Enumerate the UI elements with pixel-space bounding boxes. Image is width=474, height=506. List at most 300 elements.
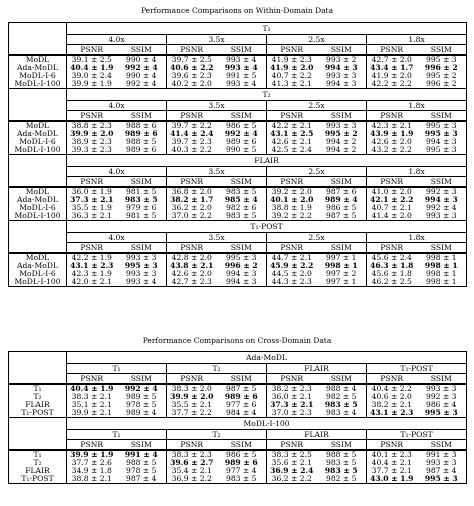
table-cell: 39.6 ± 2.3 [167,72,217,80]
row-label-spacer [9,177,67,188]
metric-header: SSIM [217,45,267,56]
table-cell: 37.3 ± 2.1 [267,401,317,409]
table-row [9,64,467,72]
table-cell: 35.5 ± 1.9 [67,204,117,212]
row-label: FLAIR [9,401,67,409]
contrast-header: T₂ [167,364,267,374]
metric-header: SSIM [417,440,467,451]
table-cell: 35.5 ± 2.1 [167,401,217,409]
contrast-header: FLAIR [267,364,367,374]
row-label: T₁ [9,450,67,459]
table-cell: 994 ± 3 [317,80,367,89]
table-cell: 40.7 ± 2.1 [367,204,417,212]
table-cell: 38.3 ± 2.5 [267,450,317,459]
table-cell: 991 ± 4 [117,450,167,459]
table-cell: 42.2 ± 2.1 [267,121,317,130]
section-title: T₁-POST [67,221,467,233]
table-cell: 988 ± 4 [317,384,367,393]
table-cell: 993 ± 3 [117,253,167,262]
table-cell: 36.3 ± 2.1 [67,212,117,221]
table-cell: 38.9 ± 2.3 [67,138,117,146]
table-cell: 993 ± 4 [217,64,267,72]
table-cell: 42.8 ± 2.0 [167,253,217,262]
table-row [9,187,467,196]
table-cell: 43.0 ± 1.9 [367,475,417,484]
table-cell: 42.2 ± 1.9 [67,253,117,262]
table-cell: 983 ± 4 [317,409,367,418]
metric-header: PSNR [67,111,117,122]
row-label-spacer [9,440,67,451]
table-cell: 40.7 ± 2.2 [267,72,317,80]
cross-domain-caption: Performance Comparisons on Cross-Domain Data [142,336,332,345]
table-row [9,262,467,270]
table-cell: 39.2 ± 2.0 [267,187,317,196]
metric-header: SSIM [117,440,167,451]
table-cell: 37.7 ± 2.6 [67,459,117,467]
table-cell: 981 ± 5 [117,187,167,196]
table-cell: 995 ± 2 [317,130,367,138]
table-cell: 41.9 ± 2.0 [367,72,417,80]
table-cell: 41.4 ± 2.4 [167,130,217,138]
table-row [9,138,467,146]
table-cell: 995 ± 3 [417,146,467,155]
table-cell: 990 ± 4 [117,72,167,80]
metric-header: PSNR [367,177,417,188]
table-cell: 42.6 ± 2.1 [267,138,317,146]
table-row [9,72,467,80]
table-cell: 39.7 ± 2.3 [167,138,217,146]
table-cell: 989 ± 5 [117,393,167,401]
table-cell: 43.8 ± 2.1 [167,262,217,270]
table-cell: 39.9 ± 2.0 [167,393,217,401]
table-row [9,196,467,204]
table-cell: 43.9 ± 1.9 [367,130,417,138]
table-cell: 38.8 ± 1.9 [267,204,317,212]
within-domain-caption: Performance Comparisons on Within-Domain Data [140,6,334,15]
table-cell: 38.8 ± 2.3 [67,121,117,130]
table-cell: 994 ± 3 [317,64,367,72]
factor-header: 1.8x [367,233,467,243]
table-row [9,409,467,418]
metric-header: SSIM [317,177,367,188]
row-label-spacer [9,89,67,101]
metric-header: PSNR [67,440,117,451]
factor-header: 4.0x [67,167,167,177]
table-cell: 36.2 ± 2.0 [167,204,217,212]
table-cell: 38.2 ± 2.3 [267,384,317,393]
table-cell: 36.0 ± 2.1 [267,393,317,401]
table-cell: 38.2 ± 1.7 [167,196,217,204]
metric-header: PSNR [167,45,217,56]
table-cell: 38.8 ± 2.1 [67,475,117,484]
table-cell: 40.4 ± 1.9 [67,384,117,393]
metric-header: PSNR [367,111,417,122]
metric-header: SSIM [117,177,167,188]
table-cell: 992 ± 4 [417,204,467,212]
table-cell: 40.3 ± 2.2 [167,146,217,155]
row-label: FLAIR [9,467,67,475]
row-label-spacer [9,374,67,385]
table-row [9,393,467,401]
table-cell: 34.9 ± 1.8 [67,467,117,475]
table-row [9,467,467,475]
metric-header: PSNR [367,45,417,56]
section-title: T₂ [67,89,467,101]
table-cell: 42.7 ± 2.0 [367,55,417,64]
table-cell: 38.2 ± 2.1 [367,401,417,409]
table-cell: 993 ± 4 [117,278,167,287]
table-cell: 39.3 ± 2.3 [67,146,117,155]
table-cell: 45.6 ± 2.4 [367,253,417,262]
metric-header: PSNR [367,374,417,385]
metric-header: SSIM [217,111,267,122]
table-cell: 992 ± 4 [217,130,267,138]
table-cell: 40.4 ± 2.2 [367,384,417,393]
row-label: MoDL [9,253,67,262]
table-cell: 42.2 ± 2.2 [367,80,417,89]
table-cell: 983 ± 5 [317,467,367,475]
metric-header: SSIM [417,177,467,188]
factor-header: 3.5x [167,233,267,243]
table-cell: 983 ± 5 [217,475,267,484]
table-cell: 989 ± 6 [217,393,267,401]
table-cell: 988 ± 6 [117,121,167,130]
table-cell: 983 ± 5 [217,212,267,221]
metric-header: SSIM [317,440,367,451]
table-cell: 995 ± 3 [417,55,467,64]
row-label: MoDL-I-6 [9,138,67,146]
metric-header: SSIM [217,243,267,254]
table-cell: 988 ± 5 [317,450,367,459]
table-cell: 45.9 ± 2.2 [267,262,317,270]
table-cell: 45.6 ± 1.8 [367,270,417,278]
table-row [9,212,467,221]
metric-header: SSIM [317,243,367,254]
table-cell: 40.6 ± 2.0 [367,393,417,401]
table-cell: 42.6 ± 2.0 [367,138,417,146]
row-label: MoDL-I-100 [9,80,67,89]
table-cell: 40.1 ± 2.0 [267,196,317,204]
table-cell: 993 ± 3 [417,384,467,393]
table-cell: 42.0 ± 2.1 [67,278,117,287]
table-cell: 977 ± 4 [217,467,267,475]
metric-header: PSNR [267,440,317,451]
metric-header: SSIM [117,45,167,56]
table-cell: 986 ± 5 [217,121,267,130]
table-cell: 989 ± 6 [117,146,167,155]
row-label-spacer [9,167,67,177]
table-cell: 39.6 ± 2.7 [167,459,217,467]
table-cell: 994 ± 3 [417,138,467,146]
table-cell: 35.4 ± 2.1 [167,467,217,475]
table-row [9,401,467,409]
table-cell: 987 ± 6 [317,187,367,196]
within-domain-table [8,22,467,287]
table-cell: 992 ± 3 [417,393,467,401]
metric-header: SSIM [117,243,167,254]
table-cell: 995 ± 3 [417,475,467,484]
table-cell: 993 ± 3 [317,72,367,80]
metric-header: PSNR [367,243,417,254]
contrast-header: T₁-POST [367,364,467,374]
row-label-spacer [9,243,67,254]
section-title: MoDL-I-100 [67,418,467,430]
table-cell: 986 ± 4 [417,401,467,409]
table-cell: 978 ± 5 [117,467,167,475]
table-row [9,55,467,64]
table-cell: 983 ± 5 [317,459,367,467]
row-label: MoDL-I-100 [9,212,67,221]
table-cell: 981 ± 5 [117,212,167,221]
metric-header: PSNR [167,440,217,451]
metric-header: PSNR [67,374,117,385]
table-cell: 987 ± 5 [217,384,267,393]
metric-header: SSIM [417,243,467,254]
factor-header: 2.5x [267,233,367,243]
contrast-header: T₁ [67,364,167,374]
table-cell: 987 ± 4 [417,467,467,475]
factor-header: 3.5x [167,167,267,177]
table-cell: 39.7 ± 2.5 [167,55,217,64]
table-cell: 995 ± 3 [217,253,267,262]
metric-header: PSNR [67,177,117,188]
table-cell: 997 ± 2 [317,270,367,278]
table-cell: 996 ± 2 [417,64,467,72]
metric-header: PSNR [267,374,317,385]
table-cell: 997 ± 1 [317,278,367,287]
table-cell: 992 ± 4 [117,64,167,72]
table-cell: 39.0 ± 2.4 [67,72,117,80]
cross-domain-table [8,351,467,484]
table-row [9,130,467,138]
table-cell: 993 ± 3 [317,121,367,130]
table-row [9,146,467,155]
metric-header: SSIM [317,111,367,122]
metric-header: SSIM [217,177,267,188]
metric-header: SSIM [117,111,167,122]
table-cell: 986 ± 5 [317,204,367,212]
table-cell: 36.9 ± 2.2 [167,475,217,484]
table-cell: 991 ± 3 [417,450,467,459]
contrast-header: T₂ [167,430,267,440]
table-cell: 994 ± 2 [317,138,367,146]
metric-header: SSIM [417,45,467,56]
table-cell: 997 ± 1 [317,253,367,262]
table-row [9,204,467,212]
table-cell: 39.7 ± 2.2 [167,121,217,130]
table-cell: 989 ± 4 [117,409,167,418]
factor-header: 2.5x [267,35,367,45]
table-cell: 995 ± 3 [417,121,467,130]
table-cell: 40.1 ± 2.3 [367,450,417,459]
table-cell: 42.1 ± 2.2 [367,196,417,204]
table-cell: 40.6 ± 2.2 [167,64,217,72]
table-cell: 42.5 ± 2.4 [267,146,317,155]
table-cell: 989 ± 6 [117,130,167,138]
table-cell: 994 ± 3 [217,278,267,287]
table-cell: 40.4 ± 1.9 [67,64,117,72]
contrast-header: FLAIR [267,430,367,440]
table-cell: 40.2 ± 2.0 [167,80,217,89]
table-cell: 995 ± 3 [417,130,467,138]
row-label: Ada-MoDL [9,262,67,270]
metric-header: SSIM [417,374,467,385]
table-cell: 988 ± 5 [117,459,167,467]
table-cell: 989 ± 4 [317,196,367,204]
table-cell: 42.3 ± 2.1 [367,121,417,130]
table-row [9,459,467,467]
metric-header: PSNR [167,243,217,254]
table-cell: 998 ± 1 [417,278,467,287]
table-cell: 993 ± 3 [417,459,467,467]
table-cell: 993 ± 3 [117,270,167,278]
metric-header: PSNR [67,45,117,56]
row-label: T₁-POST [9,409,67,418]
table-cell: 993 ± 3 [417,212,467,221]
table-cell: 36.8 ± 2.0 [167,187,217,196]
factor-header: 2.5x [267,101,367,111]
table-cell: 39.9 ± 1.9 [67,450,117,459]
factor-header: 1.8x [367,101,467,111]
table-cell: 38.3 ± 2.3 [167,450,217,459]
contrast-header: T₁ [67,430,167,440]
table-cell: 982 ± 6 [217,204,267,212]
metric-header: PSNR [267,111,317,122]
section-title: FLAIR [67,155,467,167]
table-cell: 982 ± 5 [317,475,367,484]
row-label: Ada-MoDL [9,196,67,204]
table-cell: 39.9 ± 2.1 [67,409,117,418]
table-cell: 987 ± 5 [317,212,367,221]
row-label: MoDL-I-6 [9,204,67,212]
table-cell: 37.7 ± 2.2 [167,409,217,418]
table-cell: 996 ± 2 [417,80,467,89]
metric-header: SSIM [317,374,367,385]
section-title: T₁ [67,23,467,35]
table-cell: 983 ± 5 [217,187,267,196]
table-cell: 990 ± 4 [117,55,167,64]
table-cell: 36.9 ± 2.4 [267,467,317,475]
factor-header: 4.0x [67,101,167,111]
metric-header: PSNR [167,374,217,385]
table-cell: 41.4 ± 2.0 [367,212,417,221]
table-cell: 985 ± 4 [217,196,267,204]
factor-header: 2.5x [267,167,367,177]
table-cell: 994 ± 3 [217,270,267,278]
table-row [9,278,467,287]
table-cell: 39.1 ± 2.5 [67,55,117,64]
table-cell: 41.3 ± 2.1 [267,80,317,89]
table-cell: 994 ± 2 [317,146,367,155]
table-cell: 986 ± 5 [217,450,267,459]
metric-header: PSNR [167,177,217,188]
table-cell: 44.3 ± 2.3 [267,278,317,287]
table-cell: 998 ± 1 [317,262,367,270]
row-label-spacer [9,23,67,35]
table-cell: 979 ± 6 [117,204,167,212]
table-cell: 987 ± 4 [117,475,167,484]
table-cell: 39.9 ± 1.9 [67,80,117,89]
row-label: T₂ [9,459,67,467]
table-cell: 42.6 ± 2.0 [167,270,217,278]
table-row [9,253,467,262]
row-label: T₁ [9,384,67,393]
table-cell: 41.0 ± 2.0 [367,187,417,196]
table-cell: 989 ± 6 [217,138,267,146]
table-cell: 993 ± 2 [317,55,367,64]
table-cell: 43.1 ± 2.3 [67,262,117,270]
table-cell: 44.7 ± 2.1 [267,253,317,262]
row-label: MoDL-I-100 [9,146,67,155]
table-cell: 989 ± 6 [217,459,267,467]
table-cell: 998 ± 1 [417,270,467,278]
table-cell: 995 ± 3 [117,262,167,270]
table-cell: 42.3 ± 1.9 [67,270,117,278]
table-cell: 984 ± 4 [217,409,267,418]
table-cell: 37.0 ± 2.2 [167,212,217,221]
row-label: MoDL-I-6 [9,72,67,80]
table-cell: 992 ± 3 [417,187,467,196]
row-label-spacer [9,45,67,56]
metric-header: PSNR [367,440,417,451]
factor-header: 4.0x [67,35,167,45]
table-row [9,80,467,89]
factor-header: 3.5x [167,35,267,45]
contrast-header: T₁-POST [367,430,467,440]
table-cell: 994 ± 3 [417,196,467,204]
table-row [9,450,467,459]
table-cell: 998 ± 1 [417,262,467,270]
table-cell: 39.2 ± 2.2 [267,212,317,221]
table-row [9,121,467,130]
table-cell: 998 ± 1 [417,253,467,262]
table-cell: 982 ± 5 [317,393,367,401]
row-label: MoDL [9,121,67,130]
table-cell: 38.3 ± 2.1 [67,393,117,401]
table-cell: 44.5 ± 2.0 [267,270,317,278]
row-label-spacer [9,35,67,45]
table-cell: 37.0 ± 2.3 [267,409,317,418]
table-cell: 36.2 ± 2.2 [267,475,317,484]
table-cell: 993 ± 4 [217,80,267,89]
row-label-spacer [9,430,67,440]
table-cell: 36.0 ± 1.9 [67,187,117,196]
row-label: MoDL-I-6 [9,270,67,278]
table-cell: 983 ± 5 [317,401,367,409]
table-cell: 43.1 ± 2.5 [267,130,317,138]
metric-header: PSNR [267,177,317,188]
metric-header: SSIM [217,440,267,451]
row-label-spacer [9,364,67,374]
factor-header: 1.8x [367,167,467,177]
row-label: MoDL [9,187,67,196]
table-cell: 995 ± 3 [417,409,467,418]
metric-header: PSNR [267,243,317,254]
table-cell: 992 ± 4 [117,384,167,393]
metric-header: SSIM [117,374,167,385]
section-title: Ada-MoDL [67,352,467,364]
table-cell: 39.9 ± 2.0 [67,130,117,138]
table-cell: 43.1 ± 2.3 [367,409,417,418]
table-cell: 37.7 ± 2.1 [367,467,417,475]
metric-header: SSIM [317,45,367,56]
factor-header: 4.0x [67,233,167,243]
table-cell: 46.3 ± 1.8 [367,262,417,270]
table-cell: 42.7 ± 2.3 [167,278,217,287]
row-label-spacer [9,418,67,430]
row-label: T₂ [9,393,67,401]
metric-header: PSNR [67,243,117,254]
